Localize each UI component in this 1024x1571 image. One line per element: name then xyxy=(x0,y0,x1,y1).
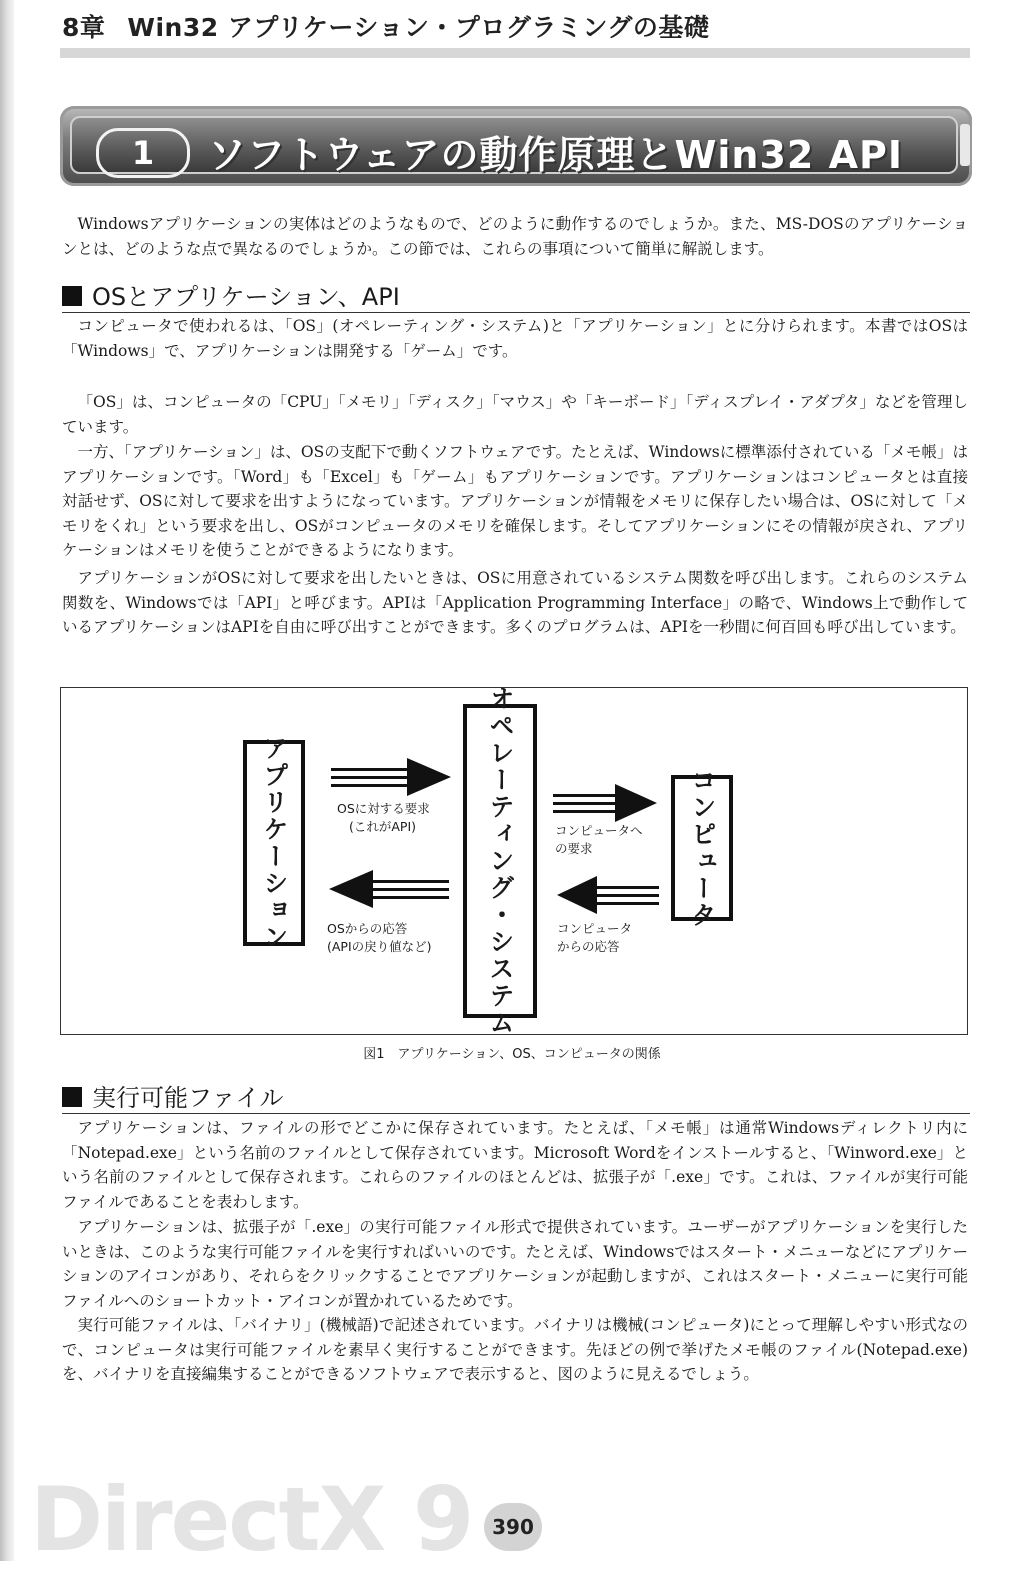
computer-label: コンピュータ xyxy=(688,767,717,929)
header-rule xyxy=(60,48,970,58)
from-computer-label: コンピュータ からの応答 xyxy=(557,921,633,954)
intro-paragraph: Windowsアプリケーションの実体はどのようなもので、どのように動作するのでしょうか。また、MS-DOSのアプリケーションとは、どのような点で異なるのでしょうか。この節では、これらの事項について簡単に解説します。 xyxy=(62,215,968,258)
chapter-title: Win32 アプリケーション・プログラミングの基礎 xyxy=(127,13,710,42)
application-label: アプリケーション xyxy=(260,735,289,951)
square-bullet-icon xyxy=(62,286,82,306)
paragraph: 実行可能ファイルは、「バイナリ」(機械語)で記述されています。バイナリは機械(コンピュータ)にとって理解しやすい形式なので、コンピュータは実行可能ファイルを素早く実行することができます。先ほどの例で挙げたメモ帳のファイル(Notepad.exe)を、バイナリを直接編集することができるソフトウェアで表示すると、図のように見えるでしょう。 xyxy=(62,1316,968,1383)
section-banner xyxy=(60,106,972,186)
paragraph: アプリケーションは、ファイルの形でどこかに保存されています。たとえば、「メモ帳」は通常Windowsディレクトリ内に「Notepad.exe」という名前のファイルとして保存されています。Microsoft Wordをインストールすると、「Winword.exe」という名前のファイルとして保存されます。これらのファイルのほとんどは、拡張子が「.exe」です。これは、ファイルが実行可能ファイルであることを表わします。 xyxy=(62,1119,968,1211)
directx-logo: DirectX 9 xyxy=(30,1468,473,1571)
paragraph: 一方、「アプリケーション」は、OSの支配下で動くソフトウェアです。たとえば、Windowsに標準添付されている「メモ帳」はアプリケーションです。「Word」も「Excel」も「ゲーム」もアプリケーションです。アプリケーションはコンピュータとは直接対話せず、OSに対して要求を出すようになっています。アプリケーションが情報をメモリに保存したい場合は、OSに対して「メモリをくれ」という要求を出し、OSがコンピュータのメモリを確保します。そしてアプリケーションにその情報が戻され、アプリケーションはメモリを使うことができるようになります。 xyxy=(62,443,968,559)
to-computer-label: コンピュータへ の要求 xyxy=(555,823,643,856)
paragraph: アプリケーションがOSに対して要求を出したいときは、OSに用意されているシステム関数を呼び出します。これらのシステム関数を、Windowsでは「API」と呼びます。APIは「Application Programming Interface」の略で、Windows上で動作しているアプリケーションはAPIを自由に呼び出すことができます。多くのプログラムは、APIを一秒間に何百回も呼び出しています。 xyxy=(62,569,968,636)
left-arrow-icon xyxy=(325,868,449,912)
paragraph: アプリケーションは、拡張子が「.exe」の実行可能ファイル形式で提供されています。ユーザーがアプリケーションを実行したいときは、このような実行可能ファイルを実行すればいいのです。たとえば、Windowsではスタート・メニューなどにアプリケーションのアイコンがあり、それらをクリックすることでアプリケーションが起動しますが、これはスタート・メニューに実行可能ファイルへのショートカット・アイコンが置かれているためです。 xyxy=(62,1218,968,1310)
section-heading-exe xyxy=(62,1083,970,1114)
page-edge-shadow xyxy=(0,0,14,1561)
section-heading-os xyxy=(62,282,970,313)
banner-plate xyxy=(70,116,958,177)
figure-frame xyxy=(60,687,968,1035)
banner-number: 1 xyxy=(96,128,190,178)
right-arrow-icon xyxy=(331,756,455,800)
running-header xyxy=(62,8,709,44)
banner-title: ソフトウェアの動作原理とWin32 API xyxy=(208,133,903,177)
paragraph: コンピュータで使われるは、「OS」(オペレーティング・システム)と「アプリケーション」とに分けられます。本書ではOSは「Windows」で、アプリケーションは開発する「ゲーム」です。 xyxy=(62,317,968,360)
section-heading-text: OSとアプリケーション、API xyxy=(92,283,400,311)
computer-box xyxy=(671,767,733,929)
request-label: OSに対する要求 (これがAPI) xyxy=(337,801,430,834)
page-number: 390 xyxy=(484,1503,542,1551)
os-label: オペレーティング・システム xyxy=(486,685,515,1037)
response-label: OSからの応答 (APIの戻り値など) xyxy=(327,921,432,954)
right-arrow-icon xyxy=(553,784,661,824)
figure-caption: 図1 アプリケーション、OS、コンピュータの関係 xyxy=(363,1047,661,1062)
chapter-number: 8章 xyxy=(62,13,106,42)
square-bullet-icon xyxy=(62,1087,82,1107)
paragraph: 「OS」は、コンピュータの「CPU」「メモリ」「ディスク」「マウス」や「キーボード」「ディスプレイ・アダプタ」などを管理しています。 xyxy=(62,393,968,436)
section-heading-text: 実行可能ファイル xyxy=(92,1084,284,1112)
left-arrow-icon xyxy=(553,876,661,916)
banner-end-cap xyxy=(960,124,970,166)
application-box xyxy=(243,735,305,951)
os-box xyxy=(463,685,537,1037)
